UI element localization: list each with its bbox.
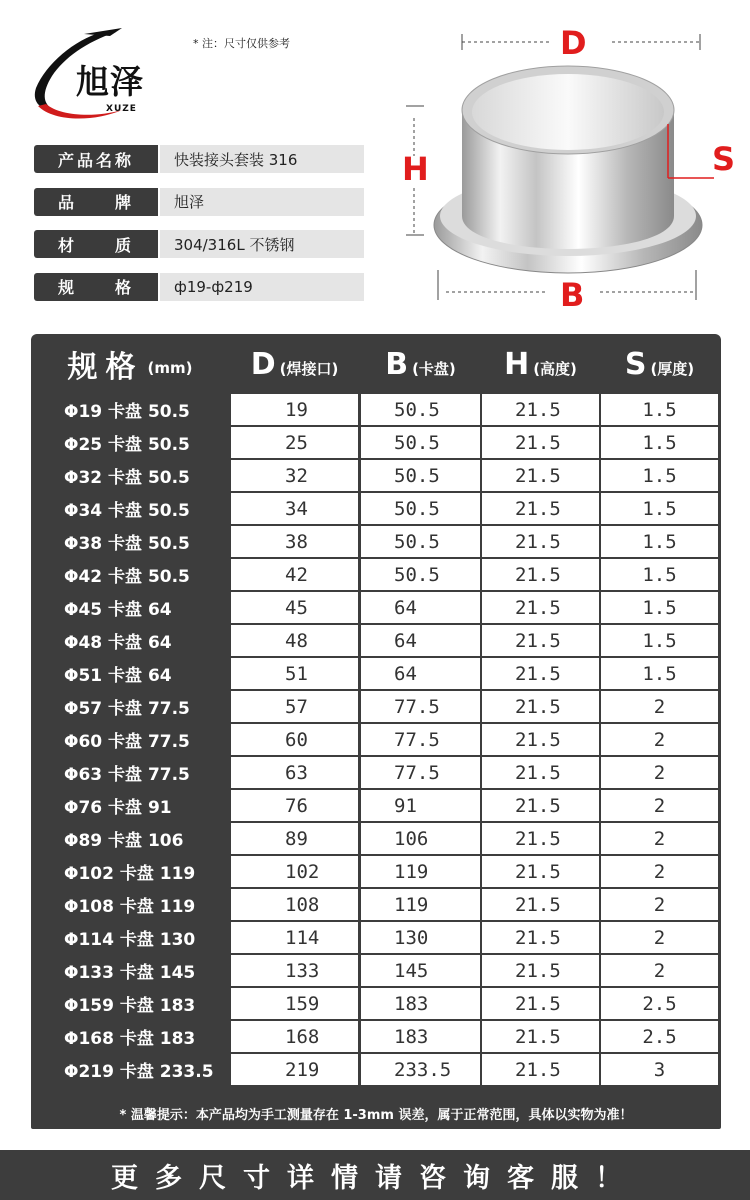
b-cell: 50.5 bbox=[361, 427, 480, 458]
b-cell: 130 bbox=[361, 922, 480, 953]
h-cell: 21.5 bbox=[482, 493, 599, 524]
table-row bbox=[31, 427, 721, 460]
s-cell: 2 bbox=[601, 790, 718, 821]
table-row bbox=[31, 823, 721, 856]
s-cell: 1.5 bbox=[601, 658, 718, 689]
spec-cell: Φ25 卡盘 50.5 bbox=[64, 435, 190, 455]
spec-cell: Φ114 卡盘 130 bbox=[64, 930, 196, 950]
table-row bbox=[31, 658, 721, 691]
s-cell: 1.5 bbox=[601, 559, 718, 590]
table-row bbox=[31, 592, 721, 625]
s-cell: 2 bbox=[601, 757, 718, 788]
d-cell: 108 bbox=[231, 889, 358, 920]
header-d: D (焊接口) bbox=[250, 346, 339, 382]
table-row bbox=[31, 526, 721, 559]
h-cell: 21.5 bbox=[482, 592, 599, 623]
d-cell: 57 bbox=[231, 691, 358, 722]
info-value: 快装接头套装 316 bbox=[160, 145, 364, 173]
h-cell: 21.5 bbox=[482, 526, 599, 557]
h-cell: 21.5 bbox=[482, 691, 599, 722]
h-cell: 21.5 bbox=[482, 988, 599, 1019]
brand-name-en: XUZE bbox=[106, 104, 137, 114]
product-diagram bbox=[400, 20, 750, 320]
s-cell: 2 bbox=[601, 889, 718, 920]
spec-cell: Φ38 卡盘 50.5 bbox=[64, 534, 190, 554]
s-cell: 2.5 bbox=[601, 988, 718, 1019]
h-cell: 21.5 bbox=[482, 724, 599, 755]
header-h: H (高度) bbox=[504, 346, 577, 382]
d-cell: 168 bbox=[231, 1021, 358, 1052]
h-cell: 21.5 bbox=[482, 790, 599, 821]
b-cell: 50.5 bbox=[361, 394, 480, 425]
s-cell: 1.5 bbox=[601, 526, 718, 557]
info-row-brand bbox=[34, 188, 364, 216]
table-row bbox=[31, 955, 721, 988]
b-cell: 77.5 bbox=[361, 691, 480, 722]
spec-cell: Φ51 卡盘 64 bbox=[64, 666, 172, 686]
b-cell: 145 bbox=[361, 955, 480, 986]
spec-cell: Φ60 卡盘 77.5 bbox=[64, 732, 190, 752]
b-cell: 106 bbox=[361, 823, 480, 854]
d-cell: 32 bbox=[231, 460, 358, 491]
s-cell: 1.5 bbox=[601, 427, 718, 458]
d-cell: 42 bbox=[231, 559, 358, 590]
header-s: S (厚度) bbox=[624, 346, 695, 382]
brand-name-cn: 旭泽 bbox=[76, 62, 144, 101]
s-cell: 1.5 bbox=[601, 493, 718, 524]
spec-cell: Φ42 卡盘 50.5 bbox=[64, 567, 190, 587]
h-cell: 21.5 bbox=[482, 757, 599, 788]
d-cell: 159 bbox=[231, 988, 358, 1019]
d-cell: 219 bbox=[231, 1054, 358, 1085]
spec-cell: Φ48 卡盘 64 bbox=[64, 633, 172, 653]
d-cell: 76 bbox=[231, 790, 358, 821]
s-cell: 2 bbox=[601, 922, 718, 953]
info-label: 产品名称 bbox=[34, 145, 158, 173]
h-cell: 21.5 bbox=[482, 955, 599, 986]
dimension-h-label: H bbox=[402, 150, 429, 188]
d-cell: 38 bbox=[231, 526, 358, 557]
d-cell: 45 bbox=[231, 592, 358, 623]
table-row bbox=[31, 460, 721, 493]
size-reference-note: * 注：尺寸仅供参考 bbox=[193, 37, 290, 50]
table-header bbox=[31, 334, 721, 394]
info-label: 材 质 bbox=[34, 230, 158, 258]
b-cell: 77.5 bbox=[361, 724, 480, 755]
h-cell: 21.5 bbox=[482, 889, 599, 920]
b-cell: 50.5 bbox=[361, 559, 480, 590]
brand-logo bbox=[24, 26, 174, 126]
table-row bbox=[31, 790, 721, 823]
banner-text: 更多尺寸详情请咨询客服！ bbox=[111, 1162, 639, 1194]
s-cell: 1.5 bbox=[601, 625, 718, 656]
measurement-note: * 温馨提示：本产品均为手工测量存在 1-3mm 误差，属于正常范围，具体以实物为准！ bbox=[119, 1108, 633, 1123]
h-cell: 21.5 bbox=[482, 823, 599, 854]
info-row-spec bbox=[34, 273, 364, 301]
info-row-name bbox=[34, 145, 364, 173]
table-row bbox=[31, 724, 721, 757]
h-cell: 21.5 bbox=[482, 856, 599, 887]
b-cell: 233.5 bbox=[361, 1054, 480, 1085]
table-row bbox=[31, 757, 721, 790]
table-row bbox=[31, 394, 721, 427]
spec-cell: Φ32 卡盘 50.5 bbox=[64, 468, 190, 488]
b-cell: 50.5 bbox=[361, 460, 480, 491]
b-cell: 64 bbox=[361, 592, 480, 623]
spec-cell: Φ133 卡盘 145 bbox=[64, 963, 196, 983]
table-row bbox=[31, 691, 721, 724]
info-value: 304/316L 不锈钢 bbox=[160, 230, 364, 258]
contact-banner bbox=[0, 1150, 750, 1200]
h-cell: 21.5 bbox=[482, 922, 599, 953]
d-cell: 25 bbox=[231, 427, 358, 458]
table-row bbox=[31, 988, 721, 1021]
h-cell: 21.5 bbox=[482, 1021, 599, 1052]
s-cell: 1.5 bbox=[601, 592, 718, 623]
h-cell: 21.5 bbox=[482, 658, 599, 689]
info-value: ф19-ф219 bbox=[160, 273, 364, 301]
spec-cell: Φ57 卡盘 77.5 bbox=[64, 699, 190, 719]
dimension-b-label: B bbox=[560, 276, 585, 314]
d-cell: 19 bbox=[231, 394, 358, 425]
spec-cell: Φ19 卡盘 50.5 bbox=[64, 402, 190, 422]
header-spec: 规格 (mm) bbox=[67, 350, 193, 385]
b-cell: 50.5 bbox=[361, 526, 480, 557]
info-label: 规 格 bbox=[34, 273, 158, 301]
b-cell: 119 bbox=[361, 856, 480, 887]
h-cell: 21.5 bbox=[482, 394, 599, 425]
s-cell: 2 bbox=[601, 856, 718, 887]
s-cell: 1.5 bbox=[601, 460, 718, 491]
s-cell: 2 bbox=[601, 823, 718, 854]
b-cell: 50.5 bbox=[361, 493, 480, 524]
b-cell: 77.5 bbox=[361, 757, 480, 788]
b-cell: 183 bbox=[361, 1021, 480, 1052]
s-cell: 1.5 bbox=[601, 394, 718, 425]
table-body bbox=[31, 394, 721, 1087]
spec-cell: Φ108 卡盘 119 bbox=[64, 897, 196, 917]
b-cell: 64 bbox=[361, 625, 480, 656]
d-cell: 133 bbox=[231, 955, 358, 986]
spec-cell: Φ159 卡盘 183 bbox=[64, 996, 196, 1016]
table-row bbox=[31, 625, 721, 658]
table-row bbox=[31, 922, 721, 955]
spec-cell: Φ168 卡盘 183 bbox=[64, 1029, 196, 1049]
d-cell: 34 bbox=[231, 493, 358, 524]
table-row bbox=[31, 493, 721, 526]
info-label: 品 牌 bbox=[34, 188, 158, 216]
d-cell: 89 bbox=[231, 823, 358, 854]
d-cell: 60 bbox=[231, 724, 358, 755]
b-cell: 64 bbox=[361, 658, 480, 689]
spec-cell: Φ76 卡盘 91 bbox=[64, 798, 172, 818]
table-row bbox=[31, 889, 721, 922]
table-row bbox=[31, 1021, 721, 1054]
s-cell: 3 bbox=[601, 1054, 718, 1085]
d-cell: 48 bbox=[231, 625, 358, 656]
spec-cell: Φ219 卡盘 233.5 bbox=[64, 1062, 214, 1082]
table-row bbox=[31, 856, 721, 889]
spec-table bbox=[31, 334, 721, 1129]
info-row-material bbox=[34, 230, 364, 258]
info-value: 旭泽 bbox=[160, 188, 364, 216]
product-info bbox=[34, 145, 364, 315]
spec-cell: Φ63 卡盘 77.5 bbox=[64, 765, 190, 785]
header-b: B (卡盘) bbox=[385, 346, 456, 382]
spec-cell: Φ34 卡盘 50.5 bbox=[64, 501, 190, 521]
s-cell: 2.5 bbox=[601, 1021, 718, 1052]
b-cell: 119 bbox=[361, 889, 480, 920]
b-cell: 91 bbox=[361, 790, 480, 821]
h-cell: 21.5 bbox=[482, 1054, 599, 1085]
b-cell: 183 bbox=[361, 988, 480, 1019]
ferrule-illustration bbox=[400, 20, 750, 320]
d-cell: 51 bbox=[231, 658, 358, 689]
spec-cell: Φ89 卡盘 106 bbox=[64, 831, 184, 851]
s-cell: 2 bbox=[601, 691, 718, 722]
table-row bbox=[31, 1054, 721, 1087]
spec-cell: Φ102 卡盘 119 bbox=[64, 864, 196, 884]
h-cell: 21.5 bbox=[482, 460, 599, 491]
d-cell: 102 bbox=[231, 856, 358, 887]
table-row bbox=[31, 559, 721, 592]
h-cell: 21.5 bbox=[482, 625, 599, 656]
d-cell: 63 bbox=[231, 757, 358, 788]
dimension-d-label: D bbox=[560, 24, 587, 62]
s-cell: 2 bbox=[601, 724, 718, 755]
h-cell: 21.5 bbox=[482, 427, 599, 458]
d-cell: 114 bbox=[231, 922, 358, 953]
h-cell: 21.5 bbox=[482, 559, 599, 590]
s-cell: 2 bbox=[601, 955, 718, 986]
dimension-s-label: S bbox=[712, 140, 736, 178]
spec-cell: Φ45 卡盘 64 bbox=[64, 600, 172, 620]
